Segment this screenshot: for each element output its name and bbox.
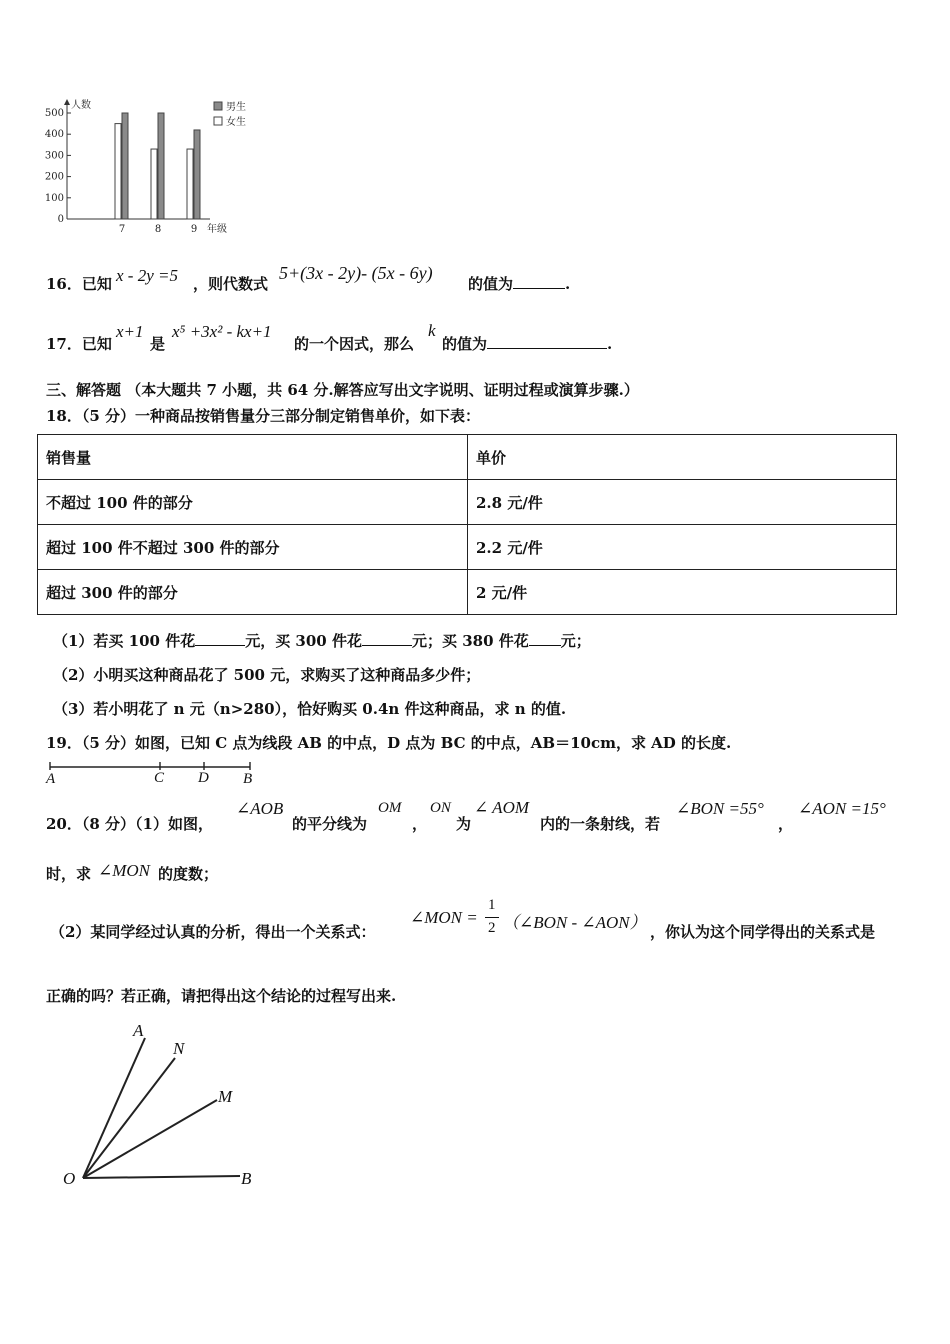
chart-bar-boys — [194, 130, 200, 219]
point-label-a: A — [46, 771, 56, 786]
q20-line2-b: 的度数； — [158, 865, 219, 883]
table-cell: 单价 — [468, 435, 897, 480]
table-cell: 2 元/件 — [468, 570, 897, 615]
table-row — [38, 525, 897, 570]
table-cell: 2.8 元/件 — [468, 480, 897, 525]
q20-angle-aon-value: ∠AON =15° — [798, 799, 886, 818]
table-cell: 销售量 — [38, 435, 468, 480]
q16-text-tail — [468, 273, 570, 294]
q20-line2-a: 时，求 — [46, 865, 92, 883]
q18-part1-d: 元； — [560, 632, 591, 650]
label-b: B — [241, 1169, 252, 1188]
q18-part1-a: （1）若买 100 件花 — [53, 632, 196, 650]
q20-part2-a: （2）某同学经过认真的分析，得出一个关系式： — [50, 923, 376, 941]
ray-om — [83, 1100, 217, 1178]
q16-tail-label: 的值为 — [468, 275, 514, 293]
chart-y-tick-label: 0 — [57, 214, 64, 225]
legend-swatch-girls — [214, 117, 222, 125]
chart-x-tick-label: 8 — [154, 224, 162, 235]
q20-ray-on: ON — [430, 800, 451, 816]
q17-end: . — [607, 335, 613, 353]
chart-y-tick-label: 500 — [44, 108, 64, 119]
chart-bar-girls — [115, 124, 121, 219]
chart-x-tick-label: 7 — [118, 224, 126, 235]
legend-swatch-boys — [214, 102, 222, 110]
point-label-b: B — [243, 771, 253, 786]
point-label-c: C — [154, 770, 165, 786]
chart-x-tick-label: 9 — [190, 224, 198, 235]
q17-text-mid2: 的一个因式，那么 — [294, 335, 415, 353]
chart-y-arrow — [64, 99, 70, 105]
q16-text-mid: ，则代数式 — [193, 275, 269, 293]
q18-part1-c: 元；买 380 件花 — [411, 632, 529, 650]
price-table — [37, 434, 897, 615]
table-cell: 超过 300 件的部分 — [38, 570, 468, 615]
table-cell: 不超过 100 件的部分 — [38, 480, 468, 525]
q20-frac-denominator: 2 — [488, 920, 496, 936]
q20-angle-bon-value: ∠BON =55° — [676, 799, 764, 818]
q20-comma1: ， — [412, 815, 428, 833]
chart-bar-boys — [158, 113, 164, 219]
chart-y-label: 人数 — [71, 100, 91, 111]
q20-comma2: ， — [778, 815, 794, 833]
table-row — [38, 570, 897, 615]
point-label-d: D — [198, 770, 209, 786]
q17-text-mid1: 是 — [150, 335, 166, 353]
q20-part2-c: 正确的吗？若正确，请把得出这个结论的过程写出来. — [46, 987, 397, 1005]
q20-relation-rhs: （∠BON - ∠AON） — [502, 913, 647, 932]
label-o: O — [63, 1169, 76, 1188]
bar-chart — [38, 96, 268, 238]
q20-angle-aom: ∠ AOM — [474, 798, 530, 817]
q20-angle-aob: ∠AOB — [236, 799, 284, 818]
q19-segment-figure — [40, 758, 260, 786]
chart-x-label: 年级 — [207, 224, 227, 235]
q20-angle-figure — [55, 1018, 275, 1198]
q20-relation-lhs: ∠MON = — [410, 908, 478, 927]
q20-frac-numerator: 1 — [488, 897, 496, 913]
q20-angle-mon: ∠MON — [98, 861, 151, 880]
q20-text-bisector: 的平分线为 — [292, 815, 368, 833]
chart-bar-boys — [122, 113, 128, 219]
q17-answer-blank[interactable] — [487, 334, 607, 349]
q18-blank-100[interactable] — [195, 631, 245, 646]
label-a: A — [133, 1021, 144, 1040]
chart-y-tick-label: 400 — [44, 129, 64, 141]
ray-ob — [83, 1176, 240, 1178]
q16-number: 16．已知 — [46, 275, 112, 293]
q17-number: 17．已知 — [46, 335, 112, 353]
table-cell: 超过 100 件不超过 300 件的部分 — [38, 525, 468, 570]
q17-expr-factor: x+1 — [116, 322, 144, 341]
q20-part2-b: ，你认为这个同学得出的关系式是 — [650, 923, 876, 941]
q17-expr-k: k — [428, 321, 436, 340]
chart-y-tick-label: 300 — [44, 150, 64, 162]
legend-label-boys: 男生 — [226, 102, 246, 113]
label-n: N — [173, 1039, 185, 1058]
label-m: M — [218, 1087, 233, 1106]
chart-bar-girls — [151, 149, 157, 219]
q16-end: . — [565, 275, 571, 293]
q18-blank-300[interactable] — [362, 631, 412, 646]
q18-part2: （2）小明买这种商品花了 500 元，求购买了这种商品多少件； — [53, 666, 481, 684]
q16-expr-target: 5+(3x - 2y)- (5x - 6y) — [279, 263, 433, 283]
chart-y-tick-label: 100 — [44, 192, 64, 204]
q17-tail-label: 的值为 — [442, 335, 488, 353]
q16-expr-condition: x - 2y =5 — [116, 266, 178, 285]
q16-answer-blank[interactable] — [513, 274, 565, 289]
q18-title: 18．（5 分）一种商品按销售量分三部分制定销售单价，如下表： — [46, 407, 481, 425]
q17-text-tail — [442, 333, 612, 354]
table-row — [38, 480, 897, 525]
q18-part1-b: 元，买 300 件花 — [245, 632, 362, 650]
q18-part1 — [53, 630, 591, 651]
q18-part3: （3）若小明花了 n 元（n>280），恰好购买 0.4n 件这种商品，求 n 的值. — [53, 700, 567, 718]
q20-ray-om: OM — [378, 800, 402, 816]
q18-blank-380[interactable] — [529, 631, 561, 646]
chart-bar-girls — [187, 149, 193, 219]
q19-text: 19．（5 分）如图，已知 C 点为线段 AB 的中点，D 点为 BC 的中点，AB＝10cm，求 AD 的长度. — [46, 734, 732, 752]
q20-number: 20．（8 分）（1）如图， — [46, 815, 213, 833]
q20-frac-bar — [485, 917, 499, 918]
q20-text-wei: 为 — [456, 815, 472, 833]
table-cell: 2.2 元/件 — [468, 525, 897, 570]
q20-text-ray: 内的一条射线，若 — [540, 815, 661, 833]
legend-label-girls: 女生 — [226, 117, 246, 128]
section-3-heading: 三、解答题 （本大题共 7 小题，共 64 分.解答应写出文字说明、证明过程或演算步骤.） — [46, 381, 639, 399]
table-row — [38, 435, 897, 480]
q17-expr-polynomial: x⁵ +3x² - kx+1 — [172, 322, 272, 341]
chart-y-tick-label: 200 — [44, 171, 64, 183]
